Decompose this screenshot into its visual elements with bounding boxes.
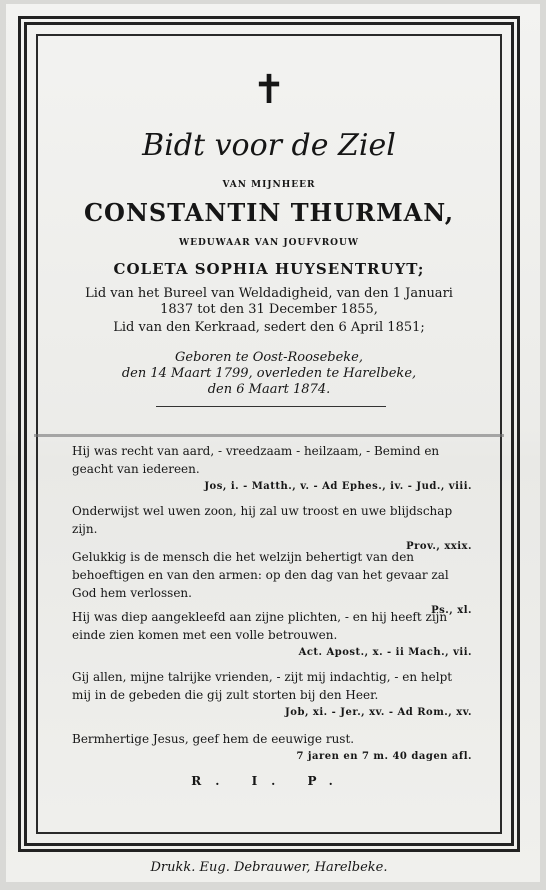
verse-text: Hij was diep aangekleefd aan zijne plichten, - en hij heeft zijn einde zien komen met een volle betrouwen. xyxy=(72,610,448,642)
verse-6 xyxy=(72,730,472,766)
verse-1 xyxy=(72,442,472,496)
verse-5 xyxy=(72,668,472,722)
deceased-name: CONSTANTIN THURMAN, xyxy=(83,198,455,227)
widower-line: WEDUWAAR VAN JOUFVROUW xyxy=(179,238,359,248)
verse-reference: Jos, i. - Matth., v. - Ad Ephes., iv. - Jud., viii. xyxy=(204,481,472,492)
death-date: den 6 Maart 1874. xyxy=(207,382,331,397)
card-title: Bidt voor de Ziel xyxy=(142,128,396,163)
verse-text: Bermhertige Jesus, geef hem de eeuwige rust. xyxy=(72,732,355,746)
bio-line-3: Lid van den Kerkraad, sedert den 6 April 1851; xyxy=(113,320,425,335)
bio-line-2: 1837 tot den 31 December 1855, xyxy=(160,302,378,317)
memorial-card xyxy=(6,4,540,882)
honorific: VAN MIJNHEER xyxy=(222,180,316,190)
bio-line-1: Lid van het Bureel van Weldadigheid, van den 1 Januari xyxy=(85,286,453,301)
printer-credit: Drukk. Eug. Debrauwer, Harelbeke. xyxy=(150,860,388,875)
death-line: den 14 Maart 1799, overleden te Harelbeke, xyxy=(121,366,417,381)
spouse-name: COLETA SOPHIA HUYSENTRUYT; xyxy=(113,260,425,278)
divider xyxy=(156,406,386,407)
verse-reference: 7 jaren en 7 m. 40 dagen afl. xyxy=(296,751,472,762)
verse-reference: Act. Apost., x. - ii Mach., vii. xyxy=(298,647,472,658)
verse-reference: Prov., xxix. xyxy=(406,541,472,552)
verse-reference: Ps., xl. xyxy=(431,605,472,616)
cross-icon: ✝ xyxy=(252,67,286,113)
verse-reference: Job, xi. - Jer., xv. - Ad Rom., xv. xyxy=(285,707,472,718)
birth-line: Geboren te Oost-Roosebeke, xyxy=(175,350,363,365)
verse-text: Gij allen, mijne talrijke vrienden, - zijt mij indachtig, - en helpt mij in de gebeden die gij zult storten bij den Heer. xyxy=(72,670,453,702)
verse-4 xyxy=(72,608,472,662)
verse-text: Gelukkig is de mensch die het welzijn behertigt van den behoeftigen en van den armen: op den dag van het gevaar zal God hem verlossen. xyxy=(72,550,449,600)
paper-fold-line xyxy=(34,434,504,437)
verse-text: Hij was recht van aard, - vreedzaam - heilzaam, - Bemind en geacht van iedereen. xyxy=(72,444,440,476)
rip-text: R. I. P. xyxy=(191,774,347,788)
verse-text: Onderwijst wel uwen zoon, hij zal uw troost en uwe blijdschap zijn. xyxy=(72,504,453,536)
